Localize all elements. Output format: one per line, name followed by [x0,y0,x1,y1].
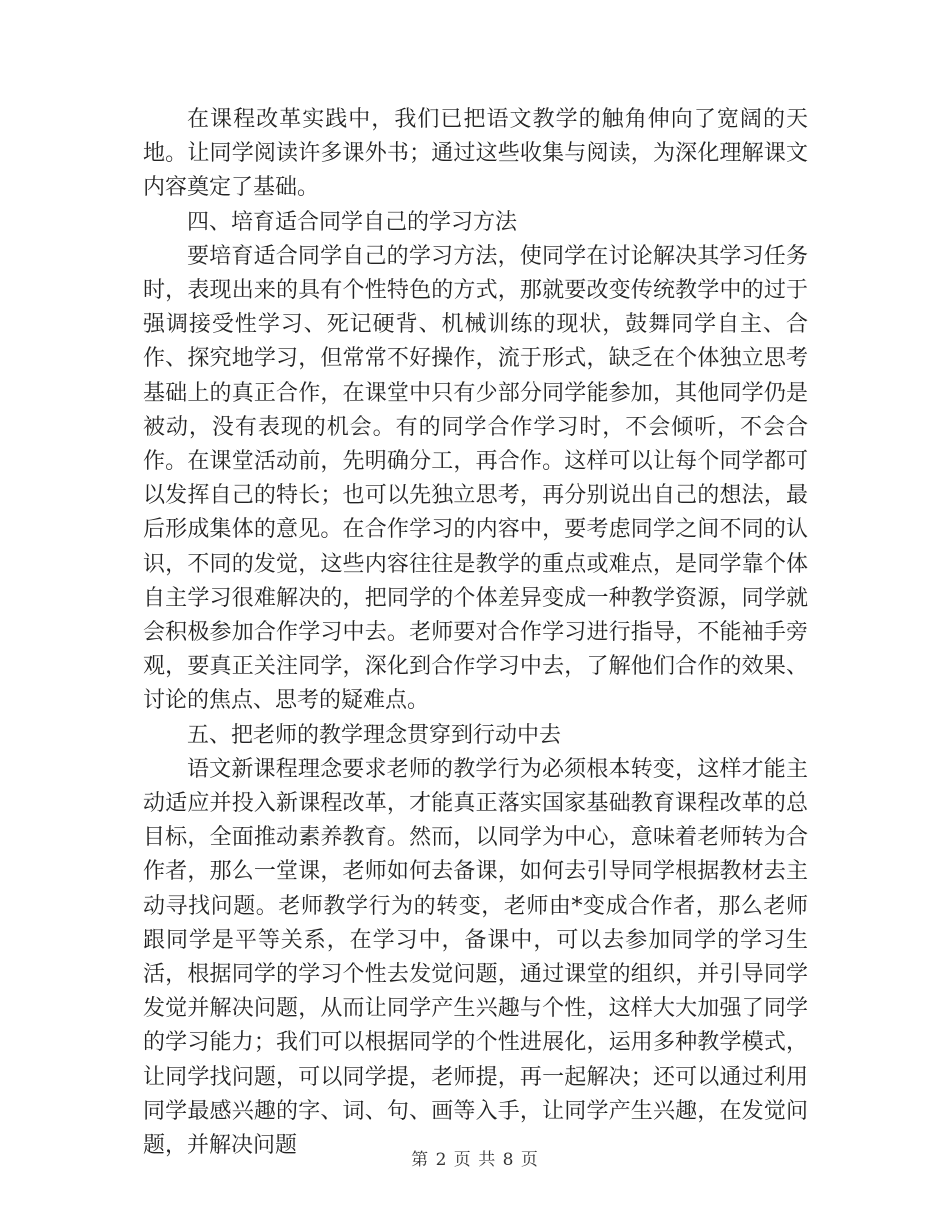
document-page [143,103,808,1163]
paragraph-teaching-philosophy: 语文新课程理念要求老师的教学行为必须根本转变，这样才能主动适应并投入新课程改革，才能真正落实国家基础教育课程改革的总目标，全面推动素养教育。然而，以同学为中心，意味着老师转为合作者，那么一堂课，老师如何去备课，如何去引导同学根据教材去主动寻找问题。老师教学行为的转变，老师由*变成合作者，那么老师跟同学是平等关系，在学习中，备课中，可以去参加同学的学习生活，根据同学的学习个性去发觉问题，通过课堂的组织，并引导同学发觉并解决问题，从而让同学产生兴趣与个性，这样大大加强了同学的学习能力；我们可以根据同学的个性进展化，运用多种教学模式，让同学找问题，可以同学提，老师提，再一起解决；还可以通过利用同学最感兴趣的字、词、句、画等入手，让同学产生兴趣，在发觉问题，并解决问题 [143,756,808,1159]
section-heading-five: 五、把老师的教学理念贯穿到行动中去 [187,722,562,748]
section-heading-four: 四、培育适合同学自己的学习方法 [187,209,518,235]
paragraph-learning-methods: 要培育适合同学自己的学习方法，使同学在讨论解决其学习任务时，表现出来的具有个性特色的方式，那就要改变传统教学中的过于强调接受性学习、死记硬背、机械训练的现状，鼓舞同学自主、合作、探究地学习，但常常不好操作，流于形式，缺乏在个体独立思考基础上的真正合作，在课堂中只有少部分同学能参加，其他同学仍是被动，没有表现的机会。有的同学合作学习时，不会倾听，不会合作。在课堂活动前，先明确分工，再合作。这样可以让每个同学都可以发挥自己的特长；也可以先独立思考，再分别说出自己的想法，最后形成集体的意见。在合作学习的内容中，要考虑同学之间不同的认识，不同的发觉，这些内容往往是教学的重点或难点，是同学靠个体自主学习很难解决的，把同学的个体差异变成一种教学资源，同学就会积极参加合作学习中去。老师要对合作学习进行指导，不能袖手旁观，要真正关注同学，深化到合作学习中去，了解他们合作的效果、讨论的焦点、思考的疑难点。 [143,243,808,714]
paragraph-curriculum-reform: 在课程改革实践中，我们已把语文教学的触角伸向了宽阔的天地。让同学阅读许多课外书；通过这些收集与阅读，为深化理解课文内容奠定了基础。 [143,107,808,201]
page-number-footer: 第 2 页 共 8 页 [411,1150,539,1170]
